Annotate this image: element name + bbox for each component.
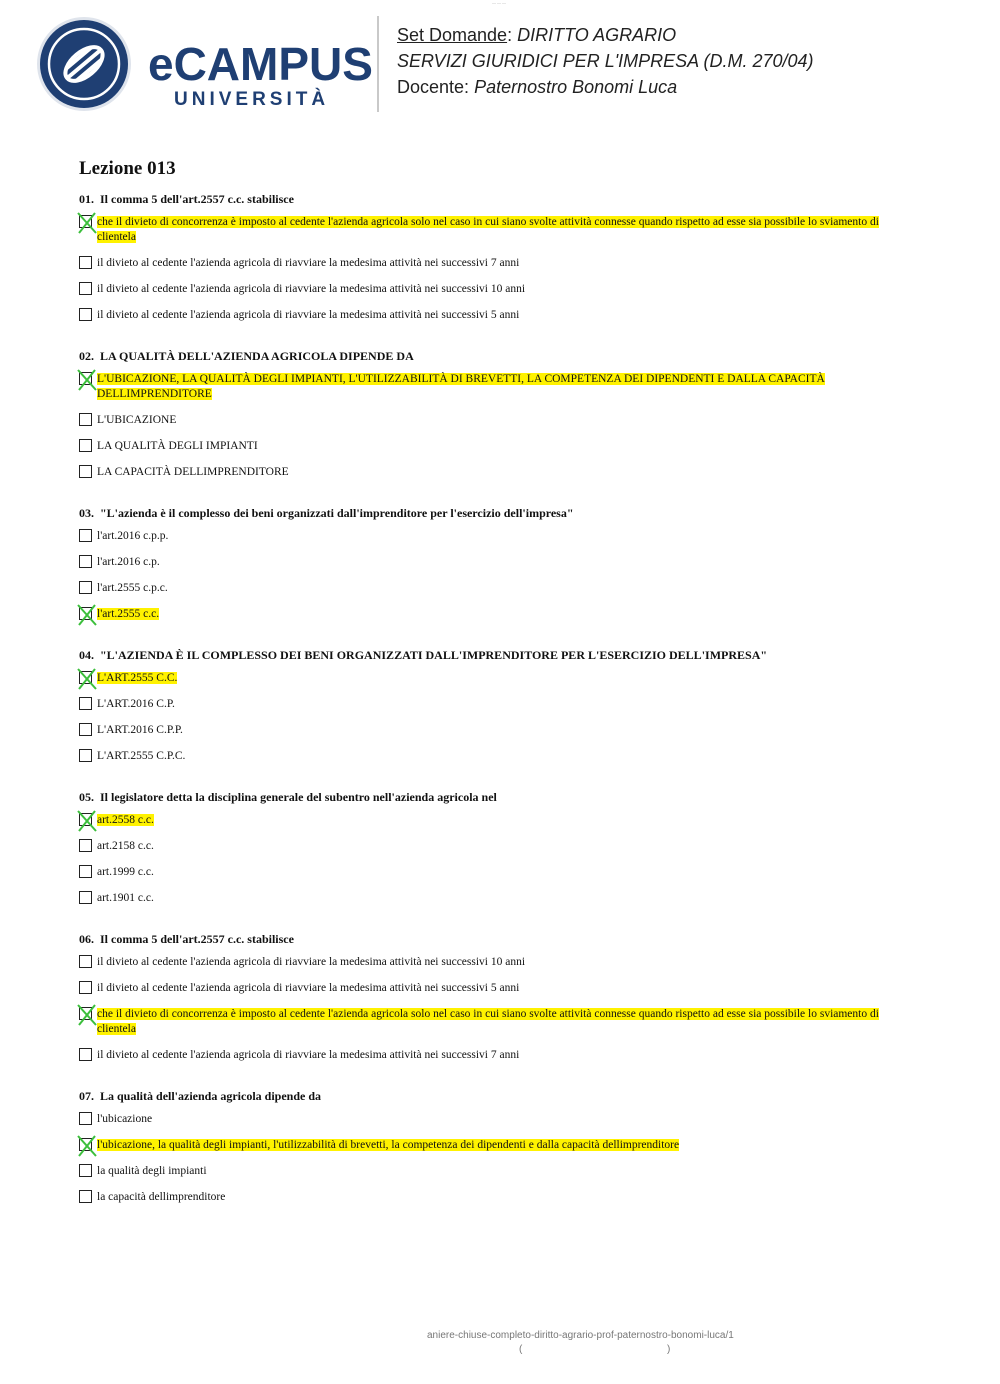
checkbox[interactable] <box>79 955 92 968</box>
answer-option[interactable] <box>79 581 909 596</box>
answer-option[interactable] <box>79 465 909 480</box>
checkbox[interactable] <box>79 697 92 710</box>
question-block <box>79 505 909 622</box>
question-number: 02. <box>79 349 94 363</box>
question-label: "L'AZIENDA È IL COMPLESSO DEI BENI ORGANIZZATI DALL'IMPRENDITORE PER L'ESERCIZIO DELL'IMPRESA" <box>100 648 768 662</box>
checkbox[interactable] <box>79 282 92 295</box>
checkbox[interactable] <box>79 1112 92 1125</box>
check-x-icon <box>76 1134 98 1158</box>
header-line-1 <box>397 22 814 48</box>
answer-option[interactable] <box>79 529 909 544</box>
option-label: il divieto al cedente l'azienda agricola di riavviare la medesima attività nei successivi 7 anni <box>97 1049 520 1061</box>
checkbox[interactable] <box>79 413 92 426</box>
option-label: L'ART.2016 C.P. <box>97 698 175 710</box>
checkbox[interactable] <box>79 1048 92 1061</box>
option-label: art.1901 c.c. <box>97 892 154 904</box>
set-separator: : <box>507 25 513 45</box>
answer-option[interactable] <box>79 891 909 906</box>
checkbox[interactable] <box>79 529 92 542</box>
option-label: il divieto al cedente l'azienda agricola di riavviare la medesima attività nei successivi 5 anni <box>97 982 520 994</box>
answer-option[interactable] <box>79 955 909 970</box>
answer-option[interactable] <box>79 256 909 271</box>
question-number: 03. <box>79 506 94 520</box>
option-label: art.2558 c.c. <box>97 814 154 826</box>
question-block <box>79 1088 909 1205</box>
set-label: Set Domande <box>397 25 508 45</box>
question-number: 01. <box>79 192 94 206</box>
header-line-3 <box>397 74 814 100</box>
program-name: SERVIZI GIURIDICI PER L'IMPRESA (D.M. 270/04) <box>397 51 814 71</box>
option-label: art.2158 c.c. <box>97 840 154 852</box>
checkbox[interactable] <box>79 308 92 321</box>
checkbox[interactable] <box>79 865 92 878</box>
option-label: la qualità degli impianti <box>97 1165 207 1177</box>
option-label: il divieto al cedente l'azienda agricola di riavviare la medesima attività nei successivi 10 anni <box>97 956 526 968</box>
check-x-icon <box>76 603 98 627</box>
question-label: LA QUALITÀ DELL'AZIENDA AGRICOLA DIPENDE DA <box>100 349 414 363</box>
checkbox[interactable] <box>79 749 92 762</box>
logo-subtitle: UNIVERSITÀ <box>174 89 330 110</box>
question-text <box>79 348 909 364</box>
option-label: L'UBICAZIONE, LA QUALITÀ DEGLI IMPIANTI, L'UTILIZZABILITÀ DI BREVETTI, LA COMPETENZA DEI DIPENDENTI E DALLA CAPACITÀ DELLIMPRENDITORE <box>97 373 825 400</box>
checkbox[interactable] <box>79 981 92 994</box>
question-text <box>79 505 909 521</box>
question-text <box>79 1088 909 1104</box>
option-label: il divieto al cedente l'azienda agricola di riavviare la medesima attività nei successivi 5 anni <box>97 309 520 321</box>
answer-option[interactable] <box>79 981 909 996</box>
checkbox[interactable] <box>79 1164 92 1177</box>
option-label: L'ART.2555 C.P.C. <box>97 750 186 762</box>
option-label: il divieto al cedente l'azienda agricola di riavviare la medesima attività nei successivi 7 anni <box>97 257 520 269</box>
answer-option-correct[interactable] <box>79 372 909 402</box>
answer-option[interactable] <box>79 413 909 428</box>
check-x-icon <box>76 809 98 833</box>
question-block <box>79 348 909 480</box>
question-label: Il comma 5 dell'art.2557 c.c. stabilisce <box>100 192 294 206</box>
answer-option[interactable] <box>79 749 909 764</box>
option-label: LA CAPACITÀ DELLIMPRENDITORE <box>97 466 289 478</box>
footer-paren-open: ( <box>519 1344 523 1355</box>
answer-option-correct[interactable] <box>79 813 909 828</box>
option-label: L'ART.2555 C.C. <box>97 672 178 684</box>
question-text <box>79 931 909 947</box>
answer-option[interactable] <box>79 839 909 854</box>
answer-option[interactable] <box>79 1164 909 1179</box>
checkbox[interactable] <box>79 891 92 904</box>
option-label: l'ubicazione, la qualità degli impianti, l'utilizzabilità di brevetti, la competenza dei dipendenti e dalla capacità dellimprenditore <box>97 1139 680 1151</box>
answer-option-correct[interactable] <box>79 1007 909 1037</box>
option-label: l'art.2016 c.p. <box>97 556 160 568</box>
top-mark: — — — <box>492 0 506 5</box>
option-label: che il divieto di concorrenza è imposto al cedente l'azienda agricola solo nel caso in cui siano svolte attività connesse quando rispetto ad esse sia possibile lo sviamento di clientela <box>97 1008 879 1035</box>
checkbox[interactable] <box>79 256 92 269</box>
footer-paren-close: ) <box>667 1344 671 1355</box>
answer-option-correct[interactable] <box>79 215 909 245</box>
answer-option[interactable] <box>79 1048 909 1063</box>
check-x-icon <box>76 667 98 691</box>
answer-option[interactable] <box>79 1190 909 1205</box>
header-info <box>397 22 814 100</box>
option-label: art.1999 c.c. <box>97 866 154 878</box>
checkbox[interactable] <box>79 465 92 478</box>
checkbox[interactable] <box>79 581 92 594</box>
question-label: "L'azienda è il complesso dei beni organizzati dall'imprenditore per l'esercizio dell'impresa" <box>100 506 574 520</box>
question-text <box>79 789 909 805</box>
answer-option-correct[interactable] <box>79 1138 909 1153</box>
option-label: l'ubicazione <box>97 1113 153 1125</box>
option-label: l'art.2555 c.p.c. <box>97 582 168 594</box>
check-x-icon <box>76 368 98 392</box>
checkbox[interactable] <box>79 1190 92 1203</box>
question-text <box>79 647 909 663</box>
answer-option[interactable] <box>79 865 909 880</box>
option-label: il divieto al cedente l'azienda agricola di riavviare la medesima attività nei successivi 10 anni <box>97 283 526 295</box>
question-number: 04. <box>79 648 94 662</box>
ecampus-logo <box>34 14 374 114</box>
option-label: la capacità dellimprenditore <box>97 1191 226 1203</box>
teacher-name: Paternostro Bonomi Luca <box>474 77 678 97</box>
question-block <box>79 647 909 764</box>
quiz-content <box>79 156 909 1205</box>
option-label: che il divieto di concorrenza è imposto al cedente l'azienda agricola solo nel caso in cui siano svolte attività connesse quando rispetto ad esse sia possibile lo sviamento di clientela <box>97 216 879 243</box>
footer-path: aniere-chiuse-completo-diritto-agrario-prof-paternostro-bonomi-luca/1 <box>427 1330 734 1341</box>
question-label: Il comma 5 dell'art.2557 c.c. stabilisce <box>100 932 294 946</box>
logo-wordmark: eCAMPUS <box>148 38 373 90</box>
question-list <box>79 191 909 1205</box>
answer-option-correct[interactable] <box>79 671 909 686</box>
question-number: 05. <box>79 790 94 804</box>
question-number: 07. <box>79 1089 94 1103</box>
lesson-title: Lezione 013 <box>79 158 176 179</box>
answer-option[interactable] <box>79 282 909 297</box>
option-label: l'art.2555 c.c. <box>97 608 160 620</box>
answer-option[interactable] <box>79 439 909 454</box>
answer-option[interactable] <box>79 723 909 738</box>
check-x-icon <box>76 1003 98 1027</box>
question-block <box>79 931 909 1063</box>
option-label: L'ART.2016 C.P.P. <box>97 724 183 736</box>
answer-option[interactable] <box>79 1112 909 1127</box>
checkbox[interactable] <box>79 839 92 852</box>
answer-option[interactable] <box>79 308 909 323</box>
option-label: LA QUALITÀ DEGLI IMPIANTI <box>97 440 258 452</box>
question-number: 06. <box>79 932 94 946</box>
check-x-icon <box>76 211 98 235</box>
page-header <box>0 0 1000 130</box>
option-label: L'UBICAZIONE <box>97 414 177 426</box>
answer-option-correct[interactable] <box>79 607 909 622</box>
header-divider <box>377 16 379 112</box>
answer-option[interactable] <box>79 555 909 570</box>
question-label: La qualità dell'azienda agricola dipende da <box>100 1089 322 1103</box>
course-name: DIRITTO AGRARIO <box>517 25 677 45</box>
checkbox[interactable] <box>79 555 92 568</box>
question-block <box>79 191 909 323</box>
question-label: Il legislatore detta la disciplina generale del subentro nell'azienda agricola nel <box>100 790 497 804</box>
checkbox[interactable] <box>79 723 92 736</box>
teacher-label: Docente: <box>397 77 470 97</box>
checkbox[interactable] <box>79 439 92 452</box>
answer-option[interactable] <box>79 697 909 712</box>
option-label: l'art.2016 c.p.p. <box>97 530 169 542</box>
question-block <box>79 789 909 906</box>
question-text <box>79 191 909 207</box>
